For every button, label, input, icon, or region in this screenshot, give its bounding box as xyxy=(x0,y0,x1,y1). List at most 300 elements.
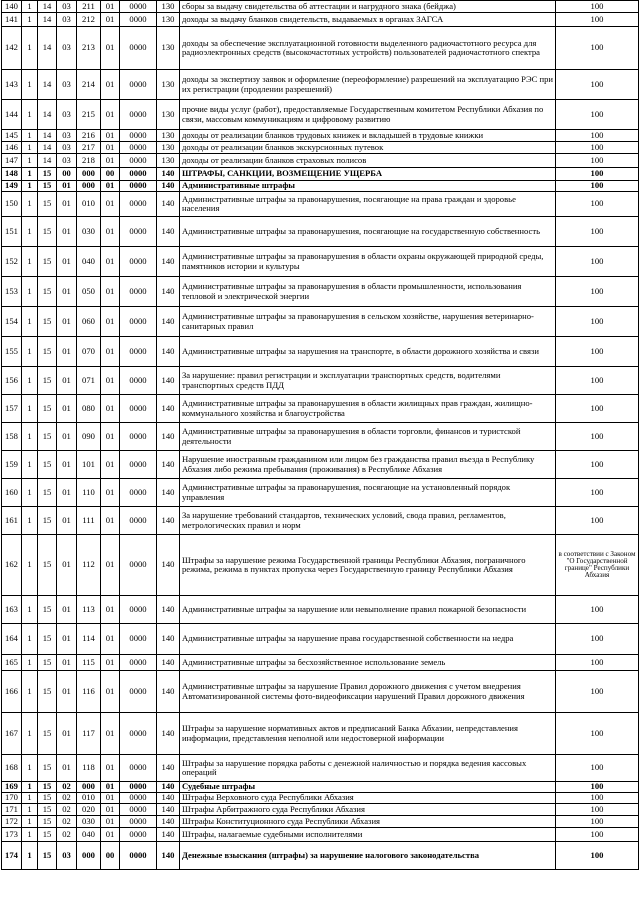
code-subgroup-cell: 15 xyxy=(38,217,57,247)
code-subgroup-cell: 15 xyxy=(38,247,57,277)
code-program-cell: 0000 xyxy=(120,307,157,337)
table-row xyxy=(2,804,639,816)
normative-cell: 100 xyxy=(556,367,639,395)
code-article-cell: 01 xyxy=(57,596,77,624)
code-subarticle-cell: 114 xyxy=(77,624,101,655)
code-group-cell: 1 xyxy=(22,755,38,782)
description-cell: Административные штрафы за правонарушения в области жилищных прав граждан, жилищно-коммунального хозяйства и благоустройства xyxy=(180,395,556,423)
code-element-cell: 01 xyxy=(101,130,120,142)
row-number-cell: 145 xyxy=(2,130,22,142)
code-group-cell: 1 xyxy=(22,367,38,395)
row-number-cell: 162 xyxy=(2,535,22,596)
table-row xyxy=(2,168,639,181)
code-element-cell: 01 xyxy=(101,451,120,479)
code-subarticle-cell: 218 xyxy=(77,154,101,168)
row-number-cell: 141 xyxy=(2,13,22,27)
description-cell: Штрафы, налагаемые судебными исполнителями xyxy=(180,828,556,842)
row-number-cell: 152 xyxy=(2,247,22,277)
row-number-cell: 144 xyxy=(2,100,22,130)
code-subgroup-cell: 15 xyxy=(38,816,57,828)
description-cell: сборы за выдачу свидетельства об аттестации и нагрудного знака (бейджа) xyxy=(180,1,556,13)
normative-cell: 100 xyxy=(556,337,639,367)
description-cell: Административные штрафы за нарушение права государственной собственности на недра xyxy=(180,624,556,655)
normative-cell: 100 xyxy=(556,307,639,337)
normative-cell: 100 xyxy=(556,395,639,423)
code-program-cell: 0000 xyxy=(120,507,157,535)
code-program-cell: 0000 xyxy=(120,277,157,307)
code-subgroup-cell: 15 xyxy=(38,192,57,217)
code-element-cell: 01 xyxy=(101,816,120,828)
code-economic-cell: 140 xyxy=(157,217,180,247)
code-economic-cell: 140 xyxy=(157,596,180,624)
normative-cell: 100 xyxy=(556,713,639,755)
code-element-cell: 01 xyxy=(101,100,120,130)
description-cell: За нарушение требований стандартов, технических условий, свода правил, регламентов, метрологических правил и норм xyxy=(180,507,556,535)
description-cell: доходы от реализации бланков трудовых книжек и вкладышей в трудовые книжки xyxy=(180,130,556,142)
code-program-cell: 0000 xyxy=(120,367,157,395)
code-program-cell: 0000 xyxy=(120,168,157,181)
code-subarticle-cell: 101 xyxy=(77,451,101,479)
code-subarticle-cell: 112 xyxy=(77,535,101,596)
description-cell: Административные штрафы за правонарушения в области промышленности, использования тепловой и электрической энергии xyxy=(180,277,556,307)
code-element-cell: 01 xyxy=(101,142,120,154)
normative-cell: 100 xyxy=(556,168,639,181)
code-subgroup-cell: 14 xyxy=(38,142,57,154)
code-subgroup-cell: 15 xyxy=(38,535,57,596)
code-subgroup-cell: 15 xyxy=(38,277,57,307)
code-subarticle-cell: 080 xyxy=(77,395,101,423)
description-cell: Штрафы за нарушение режима Государственной границы Республики Абхазия, пограничного режима, режима в пунктах пропуска через Государственную границу Республики Абхазия xyxy=(180,535,556,596)
normative-cell: 100 xyxy=(556,782,639,793)
code-program-cell: 0000 xyxy=(120,142,157,154)
code-article-cell: 03 xyxy=(57,842,77,870)
normative-cell: 100 xyxy=(556,793,639,804)
code-economic-cell: 130 xyxy=(157,27,180,70)
code-article-cell: 01 xyxy=(57,307,77,337)
code-subarticle-cell: 115 xyxy=(77,655,101,671)
code-article-cell: 01 xyxy=(57,507,77,535)
code-article-cell: 02 xyxy=(57,804,77,816)
description-cell: доходы от реализации бланков страховых полисов xyxy=(180,154,556,168)
row-number-cell: 148 xyxy=(2,168,22,181)
description-cell: Административные штрафы за правонарушения в области охраны окружающей природной среды, памятников истории и культуры xyxy=(180,247,556,277)
code-subgroup-cell: 15 xyxy=(38,828,57,842)
row-number-cell: 160 xyxy=(2,479,22,507)
code-program-cell: 0000 xyxy=(120,130,157,142)
code-subarticle-cell: 216 xyxy=(77,130,101,142)
code-element-cell: 01 xyxy=(101,395,120,423)
code-program-cell: 0000 xyxy=(120,395,157,423)
code-group-cell: 1 xyxy=(22,192,38,217)
normative-cell: 100 xyxy=(556,479,639,507)
normative-cell: 100 xyxy=(556,842,639,870)
table-row xyxy=(2,451,639,479)
code-program-cell: 0000 xyxy=(120,804,157,816)
code-economic-cell: 130 xyxy=(157,154,180,168)
code-article-cell: 03 xyxy=(57,70,77,100)
table-row xyxy=(2,596,639,624)
code-economic-cell: 130 xyxy=(157,130,180,142)
table-row xyxy=(2,154,639,168)
code-element-cell: 01 xyxy=(101,804,120,816)
row-number-cell: 153 xyxy=(2,277,22,307)
code-economic-cell: 140 xyxy=(157,507,180,535)
code-group-cell: 1 xyxy=(22,423,38,451)
row-number-cell: 156 xyxy=(2,367,22,395)
normative-cell: 100 xyxy=(556,13,639,27)
description-cell: прочие виды услуг (работ), предоставляемые Государственным комитетом Республики Абхазия по связи, массовым коммуникациям и цифровому развитию xyxy=(180,100,556,130)
table-row xyxy=(2,277,639,307)
code-subgroup-cell: 15 xyxy=(38,842,57,870)
code-subgroup-cell: 15 xyxy=(38,782,57,793)
code-subgroup-cell: 15 xyxy=(38,307,57,337)
code-element-cell: 01 xyxy=(101,423,120,451)
code-economic-cell: 140 xyxy=(157,624,180,655)
normative-cell: 100 xyxy=(556,1,639,13)
description-cell: Штрафы Арбитражного суда Республики Абхазия xyxy=(180,804,556,816)
description-cell: ШТРАФЫ, САНКЦИИ, ВОЗМЕЩЕНИЕ УЩЕРБА xyxy=(180,168,556,181)
description-cell: Административные штрафы за нарушения на транспорте, в области дорожного хозяйства и связи xyxy=(180,337,556,367)
normative-cell: 100 xyxy=(556,507,639,535)
code-element-cell: 01 xyxy=(101,507,120,535)
normative-cell: 100 xyxy=(556,624,639,655)
row-number-cell: 170 xyxy=(2,793,22,804)
table-row xyxy=(2,217,639,247)
code-subarticle-cell: 215 xyxy=(77,100,101,130)
code-program-cell: 0000 xyxy=(120,451,157,479)
code-economic-cell: 140 xyxy=(157,367,180,395)
code-subgroup-cell: 15 xyxy=(38,755,57,782)
normative-cell: 100 xyxy=(556,100,639,130)
row-number-cell: 150 xyxy=(2,192,22,217)
table-row xyxy=(2,100,639,130)
code-article-cell: 01 xyxy=(57,247,77,277)
code-program-cell: 0000 xyxy=(120,247,157,277)
code-economic-cell: 140 xyxy=(157,828,180,842)
code-program-cell: 0000 xyxy=(120,713,157,755)
description-cell: Административные штрафы за правонарушения в области торговли, финансов и туристской деятельности xyxy=(180,423,556,451)
code-economic-cell: 140 xyxy=(157,842,180,870)
code-element-cell: 01 xyxy=(101,70,120,100)
code-group-cell: 1 xyxy=(22,130,38,142)
code-article-cell: 01 xyxy=(57,423,77,451)
table-body xyxy=(2,1,639,870)
code-subgroup-cell: 15 xyxy=(38,367,57,395)
code-article-cell: 01 xyxy=(57,755,77,782)
code-program-cell: 0000 xyxy=(120,154,157,168)
code-group-cell: 1 xyxy=(22,217,38,247)
code-economic-cell: 140 xyxy=(157,713,180,755)
code-subarticle-cell: 214 xyxy=(77,70,101,100)
code-element-cell: 00 xyxy=(101,842,120,870)
row-number-cell: 169 xyxy=(2,782,22,793)
table-row xyxy=(2,247,639,277)
code-element-cell: 01 xyxy=(101,755,120,782)
code-article-cell: 01 xyxy=(57,277,77,307)
code-economic-cell: 140 xyxy=(157,192,180,217)
code-subgroup-cell: 15 xyxy=(38,168,57,181)
code-economic-cell: 140 xyxy=(157,804,180,816)
table-row xyxy=(2,624,639,655)
code-article-cell: 02 xyxy=(57,782,77,793)
code-economic-cell: 140 xyxy=(157,277,180,307)
code-subgroup-cell: 15 xyxy=(38,804,57,816)
code-group-cell: 1 xyxy=(22,804,38,816)
row-number-cell: 143 xyxy=(2,70,22,100)
description-cell: Административные штрафы за правонарушения, посягающие на государственную собственность xyxy=(180,217,556,247)
code-subarticle-cell: 050 xyxy=(77,277,101,307)
row-number-cell: 159 xyxy=(2,451,22,479)
description-cell: Административные штрафы за правонарушения в сельском хозяйстве, нарушения ветеринарно-санитарных правил xyxy=(180,307,556,337)
normative-cell: 100 xyxy=(556,828,639,842)
table-row xyxy=(2,181,639,192)
row-number-cell: 168 xyxy=(2,755,22,782)
table-row xyxy=(2,842,639,870)
description-cell: Административные штрафы за правонарушения, посягающие на установленный порядок управления xyxy=(180,479,556,507)
code-program-cell: 0000 xyxy=(120,624,157,655)
code-article-cell: 03 xyxy=(57,130,77,142)
code-subarticle-cell: 071 xyxy=(77,367,101,395)
code-program-cell: 0000 xyxy=(120,828,157,842)
code-element-cell: 01 xyxy=(101,367,120,395)
code-group-cell: 1 xyxy=(22,535,38,596)
normative-cell: 100 xyxy=(556,154,639,168)
code-element-cell: 01 xyxy=(101,181,120,192)
table-row xyxy=(2,307,639,337)
table-row xyxy=(2,755,639,782)
code-article-cell: 02 xyxy=(57,816,77,828)
row-number-cell: 157 xyxy=(2,395,22,423)
code-article-cell: 01 xyxy=(57,535,77,596)
code-article-cell: 01 xyxy=(57,337,77,367)
code-economic-cell: 130 xyxy=(157,100,180,130)
code-element-cell: 01 xyxy=(101,828,120,842)
code-economic-cell: 140 xyxy=(157,655,180,671)
table-row xyxy=(2,27,639,70)
row-number-cell: 147 xyxy=(2,154,22,168)
code-program-cell: 0000 xyxy=(120,337,157,367)
code-subgroup-cell: 14 xyxy=(38,100,57,130)
table-row xyxy=(2,337,639,367)
code-subgroup-cell: 15 xyxy=(38,793,57,804)
code-article-cell: 03 xyxy=(57,1,77,13)
row-number-cell: 161 xyxy=(2,507,22,535)
code-subarticle-cell: 010 xyxy=(77,793,101,804)
description-cell: Штрафы за нарушение нормативных актов и предписаний Банка Абхазии, непредставления информации, представления неполной или недостоверной информации xyxy=(180,713,556,755)
code-group-cell: 1 xyxy=(22,782,38,793)
code-subarticle-cell: 060 xyxy=(77,307,101,337)
code-subgroup-cell: 14 xyxy=(38,70,57,100)
code-article-cell: 02 xyxy=(57,828,77,842)
code-subgroup-cell: 15 xyxy=(38,451,57,479)
code-program-cell: 0000 xyxy=(120,13,157,27)
code-group-cell: 1 xyxy=(22,13,38,27)
code-program-cell: 0000 xyxy=(120,535,157,596)
code-program-cell: 0000 xyxy=(120,655,157,671)
code-subgroup-cell: 15 xyxy=(38,337,57,367)
description-cell: Штрафы Верховного суда Республики Абхазия xyxy=(180,793,556,804)
code-group-cell: 1 xyxy=(22,277,38,307)
code-economic-cell: 140 xyxy=(157,181,180,192)
code-program-cell: 0000 xyxy=(120,217,157,247)
code-element-cell: 01 xyxy=(101,655,120,671)
code-element-cell: 01 xyxy=(101,154,120,168)
table-row xyxy=(2,535,639,596)
normative-cell: 100 xyxy=(556,671,639,713)
code-group-cell: 1 xyxy=(22,507,38,535)
code-element-cell: 01 xyxy=(101,479,120,507)
code-program-cell: 0000 xyxy=(120,192,157,217)
row-number-cell: 149 xyxy=(2,181,22,192)
code-element-cell: 01 xyxy=(101,337,120,367)
code-program-cell: 0000 xyxy=(120,816,157,828)
code-economic-cell: 140 xyxy=(157,782,180,793)
description-cell: доходы за экспертизу заявок и оформление (переоформление) разрешений на эксплуатацию РЭС при их регистрации (продлении разрешений) xyxy=(180,70,556,100)
code-subgroup-cell: 15 xyxy=(38,655,57,671)
code-subgroup-cell: 14 xyxy=(38,154,57,168)
table-row xyxy=(2,816,639,828)
code-subarticle-cell: 040 xyxy=(77,247,101,277)
code-group-cell: 1 xyxy=(22,247,38,277)
normative-cell: 100 xyxy=(556,596,639,624)
code-article-cell: 01 xyxy=(57,713,77,755)
code-element-cell: 01 xyxy=(101,713,120,755)
code-program-cell: 0000 xyxy=(120,1,157,13)
code-article-cell: 01 xyxy=(57,181,77,192)
code-article-cell: 01 xyxy=(57,655,77,671)
code-element-cell: 01 xyxy=(101,217,120,247)
table-row xyxy=(2,130,639,142)
code-subarticle-cell: 010 xyxy=(77,192,101,217)
code-economic-cell: 130 xyxy=(157,13,180,27)
code-article-cell: 01 xyxy=(57,367,77,395)
table-row xyxy=(2,13,639,27)
code-element-cell: 01 xyxy=(101,535,120,596)
row-number-cell: 164 xyxy=(2,624,22,655)
code-subgroup-cell: 15 xyxy=(38,507,57,535)
code-group-cell: 1 xyxy=(22,828,38,842)
code-article-cell: 01 xyxy=(57,479,77,507)
code-element-cell: 00 xyxy=(101,168,120,181)
code-subgroup-cell: 15 xyxy=(38,181,57,192)
code-group-cell: 1 xyxy=(22,307,38,337)
description-cell: Административные штрафы за нарушение или невыполнение правил пожарной безопасности xyxy=(180,596,556,624)
code-group-cell: 1 xyxy=(22,671,38,713)
code-subarticle-cell: 212 xyxy=(77,13,101,27)
normative-cell: 100 xyxy=(556,27,639,70)
code-program-cell: 0000 xyxy=(120,793,157,804)
code-subarticle-cell: 113 xyxy=(77,596,101,624)
code-article-cell: 02 xyxy=(57,793,77,804)
code-economic-cell: 140 xyxy=(157,451,180,479)
normative-cell: 100 xyxy=(556,451,639,479)
code-subgroup-cell: 15 xyxy=(38,395,57,423)
code-subgroup-cell: 15 xyxy=(38,423,57,451)
description-cell: Административные штрафы за бесхозяйственное использование земель xyxy=(180,655,556,671)
code-subarticle-cell: 030 xyxy=(77,217,101,247)
normative-cell: 100 xyxy=(556,655,639,671)
description-cell: доходы за обеспечение эксплуатационной готовности выделенного радиочастотного ресурса для радиоэлектронных средств (высокочастотных устройств) пользователей радиочастотного спектра xyxy=(180,27,556,70)
code-group-cell: 1 xyxy=(22,337,38,367)
code-subarticle-cell: 040 xyxy=(77,828,101,842)
code-economic-cell: 140 xyxy=(157,671,180,713)
code-group-cell: 1 xyxy=(22,624,38,655)
description-cell: Административные штрафы за правонарушения, посягающие на права граждан и здоровье населения xyxy=(180,192,556,217)
normative-cell: 100 xyxy=(556,755,639,782)
normative-cell: в соответствии с Законом "О Государственной границе" Республики Абхазия xyxy=(556,535,639,596)
code-article-cell: 00 xyxy=(57,168,77,181)
code-economic-cell: 140 xyxy=(157,535,180,596)
description-cell: Административные штрафы xyxy=(180,181,556,192)
code-article-cell: 01 xyxy=(57,671,77,713)
code-element-cell: 01 xyxy=(101,671,120,713)
code-article-cell: 03 xyxy=(57,27,77,70)
code-subarticle-cell: 217 xyxy=(77,142,101,154)
code-group-cell: 1 xyxy=(22,142,38,154)
row-number-cell: 172 xyxy=(2,816,22,828)
description-cell: Денежные взыскания (штрафы) за нарушение налогового законодательства xyxy=(180,842,556,870)
code-subarticle-cell: 110 xyxy=(77,479,101,507)
row-number-cell: 165 xyxy=(2,655,22,671)
code-article-cell: 03 xyxy=(57,100,77,130)
row-number-cell: 155 xyxy=(2,337,22,367)
table-row xyxy=(2,70,639,100)
description-cell: Судебные штрафы xyxy=(180,782,556,793)
code-article-cell: 03 xyxy=(57,142,77,154)
code-program-cell: 0000 xyxy=(120,782,157,793)
normative-cell: 100 xyxy=(556,247,639,277)
row-number-cell: 166 xyxy=(2,671,22,713)
code-subarticle-cell: 118 xyxy=(77,755,101,782)
code-program-cell: 0000 xyxy=(120,70,157,100)
code-group-cell: 1 xyxy=(22,479,38,507)
row-number-cell: 151 xyxy=(2,217,22,247)
normative-cell: 100 xyxy=(556,192,639,217)
code-article-cell: 03 xyxy=(57,154,77,168)
code-subarticle-cell: 000 xyxy=(77,168,101,181)
code-subarticle-cell: 116 xyxy=(77,671,101,713)
row-number-cell: 173 xyxy=(2,828,22,842)
code-article-cell: 01 xyxy=(57,451,77,479)
code-subarticle-cell: 090 xyxy=(77,423,101,451)
code-economic-cell: 140 xyxy=(157,816,180,828)
normative-cell: 100 xyxy=(556,181,639,192)
code-group-cell: 1 xyxy=(22,816,38,828)
code-program-cell: 0000 xyxy=(120,423,157,451)
code-article-cell: 01 xyxy=(57,395,77,423)
code-group-cell: 1 xyxy=(22,168,38,181)
code-program-cell: 0000 xyxy=(120,671,157,713)
code-subarticle-cell: 000 xyxy=(77,842,101,870)
row-number-cell: 174 xyxy=(2,842,22,870)
code-group-cell: 1 xyxy=(22,100,38,130)
code-element-cell: 01 xyxy=(101,793,120,804)
table-row xyxy=(2,395,639,423)
code-group-cell: 1 xyxy=(22,596,38,624)
code-economic-cell: 140 xyxy=(157,168,180,181)
description-cell: Штрафы за нарушение порядка работы с денежной наличностью и порядка ведения кассовых операций xyxy=(180,755,556,782)
normative-cell: 100 xyxy=(556,277,639,307)
table-row xyxy=(2,655,639,671)
description-cell: Административные штрафы за нарушение Правил дорожного движения с учетом внедрения Автоматизированной системы фото-видеофиксации нарушений Правил дорожного движения xyxy=(180,671,556,713)
normative-cell: 100 xyxy=(556,142,639,154)
code-subarticle-cell: 030 xyxy=(77,816,101,828)
table-row xyxy=(2,479,639,507)
code-group-cell: 1 xyxy=(22,793,38,804)
code-subarticle-cell: 070 xyxy=(77,337,101,367)
code-program-cell: 0000 xyxy=(120,27,157,70)
code-element-cell: 01 xyxy=(101,247,120,277)
